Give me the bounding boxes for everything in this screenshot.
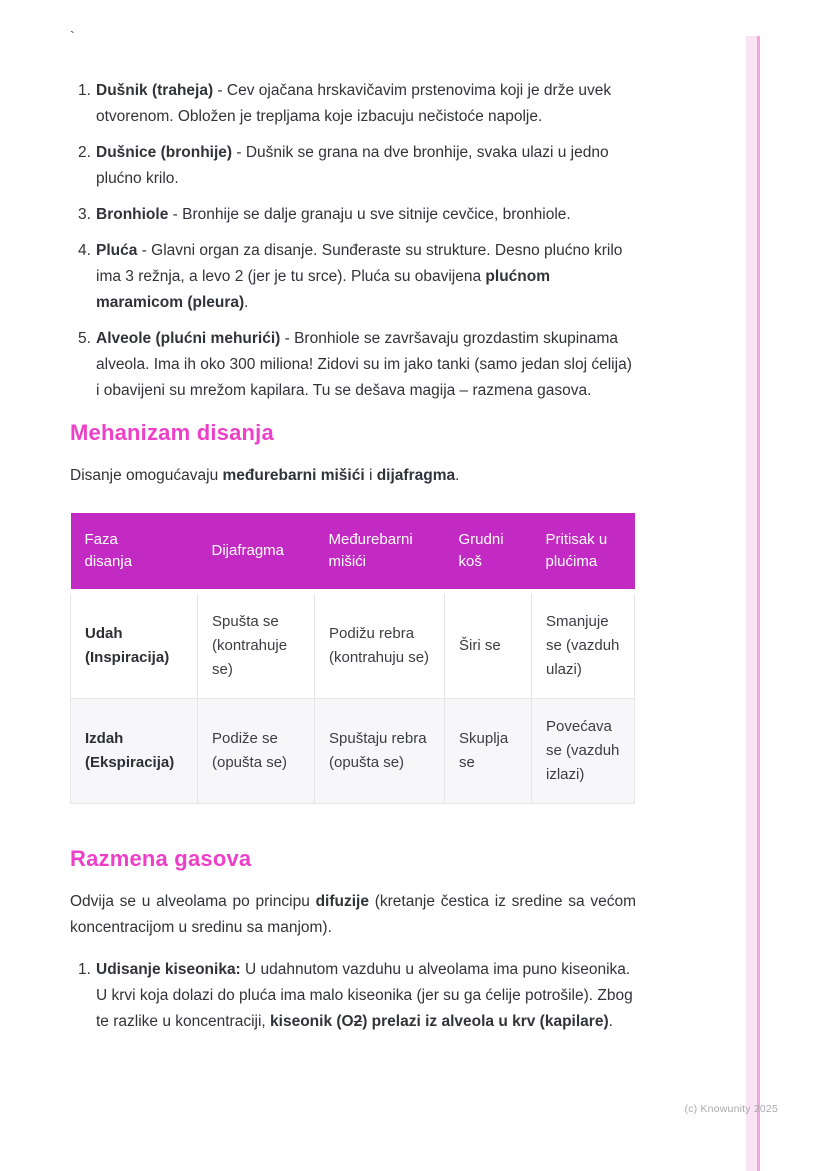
razmena-intro-paragraph: Odvija se u alveolama po principu difuzije (kretanje čestica iz sredine sa većom koncentracijom u sredinu sa manjom). — [70, 893, 637, 936]
table-header-cell — [198, 513, 315, 592]
page-edge-line — [757, 36, 760, 1171]
list-marker: 3. — [78, 206, 91, 223]
list-item-text: Dušnik (traheja) - Cev ojačana hrskavičavim prstenovima koji je drže uvek otvorenom. Obložen je trepljama koje izbacuju nečistoće napolje. — [96, 82, 612, 125]
list-item-text: Dušnice (bronhije) - Dušnik se grana na dve bronhije, svaka ulazi u jedno plućno krilo. — [96, 144, 609, 187]
list-item — [70, 957, 636, 1035]
table-header-label: Dijafragma — [211, 542, 285, 559]
list-item-text: Udisanje kiseonika: U udahnutom vazduhu u alveolama ima puno kiseonika. U krvi koja dolazi do pluća ima malo kiseonika (jer su ga ćelije potrošile). Zbog te razlike u koncentraciji, kiseonik (O2) prelazi iz alveola u krv (kapilare). — [96, 961, 633, 1030]
list-marker: 1. — [78, 82, 91, 99]
table-header-row — [71, 513, 635, 592]
table-header-label: Međurebarni mišići — [328, 531, 413, 570]
table-header-cell — [532, 513, 635, 592]
table-cell: Skuplja se — [445, 699, 532, 804]
table-cell-phase: Izdah (Ekspiracija) — [71, 699, 198, 804]
organ-list — [70, 78, 636, 404]
list-marker: 4. — [78, 242, 91, 259]
list-item — [70, 140, 636, 192]
table-cell: Spuštaju rebra (opušta se) — [315, 699, 445, 804]
gas-exchange-list — [70, 957, 636, 1035]
table-header-label: Faza disanja — [84, 531, 133, 570]
list-item-text: Alveole (plućni mehurići) - Bronhiole se završavaju grozdastim skupinama alveola. Ima ih oko 300 miliona! Zidovi su im jako tanki (samo jedan sloj ćelija) i obavijeni su mrežom kapilara. Tu se dešava magija – razmena gasova. — [96, 330, 632, 399]
section-heading-razmena-gasova: Razmena gasova — [70, 846, 252, 871]
list-item — [70, 238, 636, 316]
section-heading-mehanizam-disanja: Mehanizam disanja — [70, 420, 274, 445]
breathing-phases-table — [70, 513, 635, 804]
mehanizam-intro-paragraph: Disanje omogućavaju međurebarni mišići i dijafragma. — [70, 467, 460, 484]
document-content — [70, 0, 636, 1035]
table-cell: Povećava se (vazduh izlazi) — [532, 699, 635, 804]
table-cell: Podižu rebra (kontrahuju se) — [315, 592, 445, 699]
table-cell: Širi se — [445, 592, 532, 699]
list-item — [70, 202, 636, 228]
table-row-izdah — [71, 699, 635, 804]
list-item-text: Pluća - Glavni organ za disanje. Sunđeraste su strukture. Desno plućno krilo ima 3 režnja, a levo 2 (jer je tu srce). Pluća su obavijena plućnom maramicom (pleura). — [96, 242, 623, 311]
list-item-text: Bronhiole - Bronhije se dalje granaju u sve sitnije cevčice, bronhiole. — [96, 206, 571, 223]
table-cell: Podiže se (opušta se) — [198, 699, 315, 804]
table-header-cell — [71, 513, 198, 592]
table-cell: Smanjuje se (vazduh ulazi) — [532, 592, 635, 699]
page-edge-strip — [746, 36, 757, 1171]
list-marker: 1. — [78, 961, 91, 978]
table-header-cell — [315, 513, 445, 592]
stray-backtick: ` — [70, 28, 75, 44]
table-cell-phase: Udah (Inspiracija) — [71, 592, 198, 699]
list-item — [70, 78, 636, 130]
watermark: (c) Knowunity 2025 — [684, 1103, 778, 1115]
table-header-cell — [445, 513, 532, 592]
list-marker: 2. — [78, 144, 91, 161]
table-header-label: Pritisak u plućima — [545, 531, 608, 570]
table-cell: Spušta se (kontrahuje se) — [198, 592, 315, 699]
table-header-label: Grudni koš — [458, 531, 504, 570]
table-row-udah — [71, 592, 635, 699]
list-item — [70, 326, 636, 404]
list-marker: 5. — [78, 330, 91, 347]
